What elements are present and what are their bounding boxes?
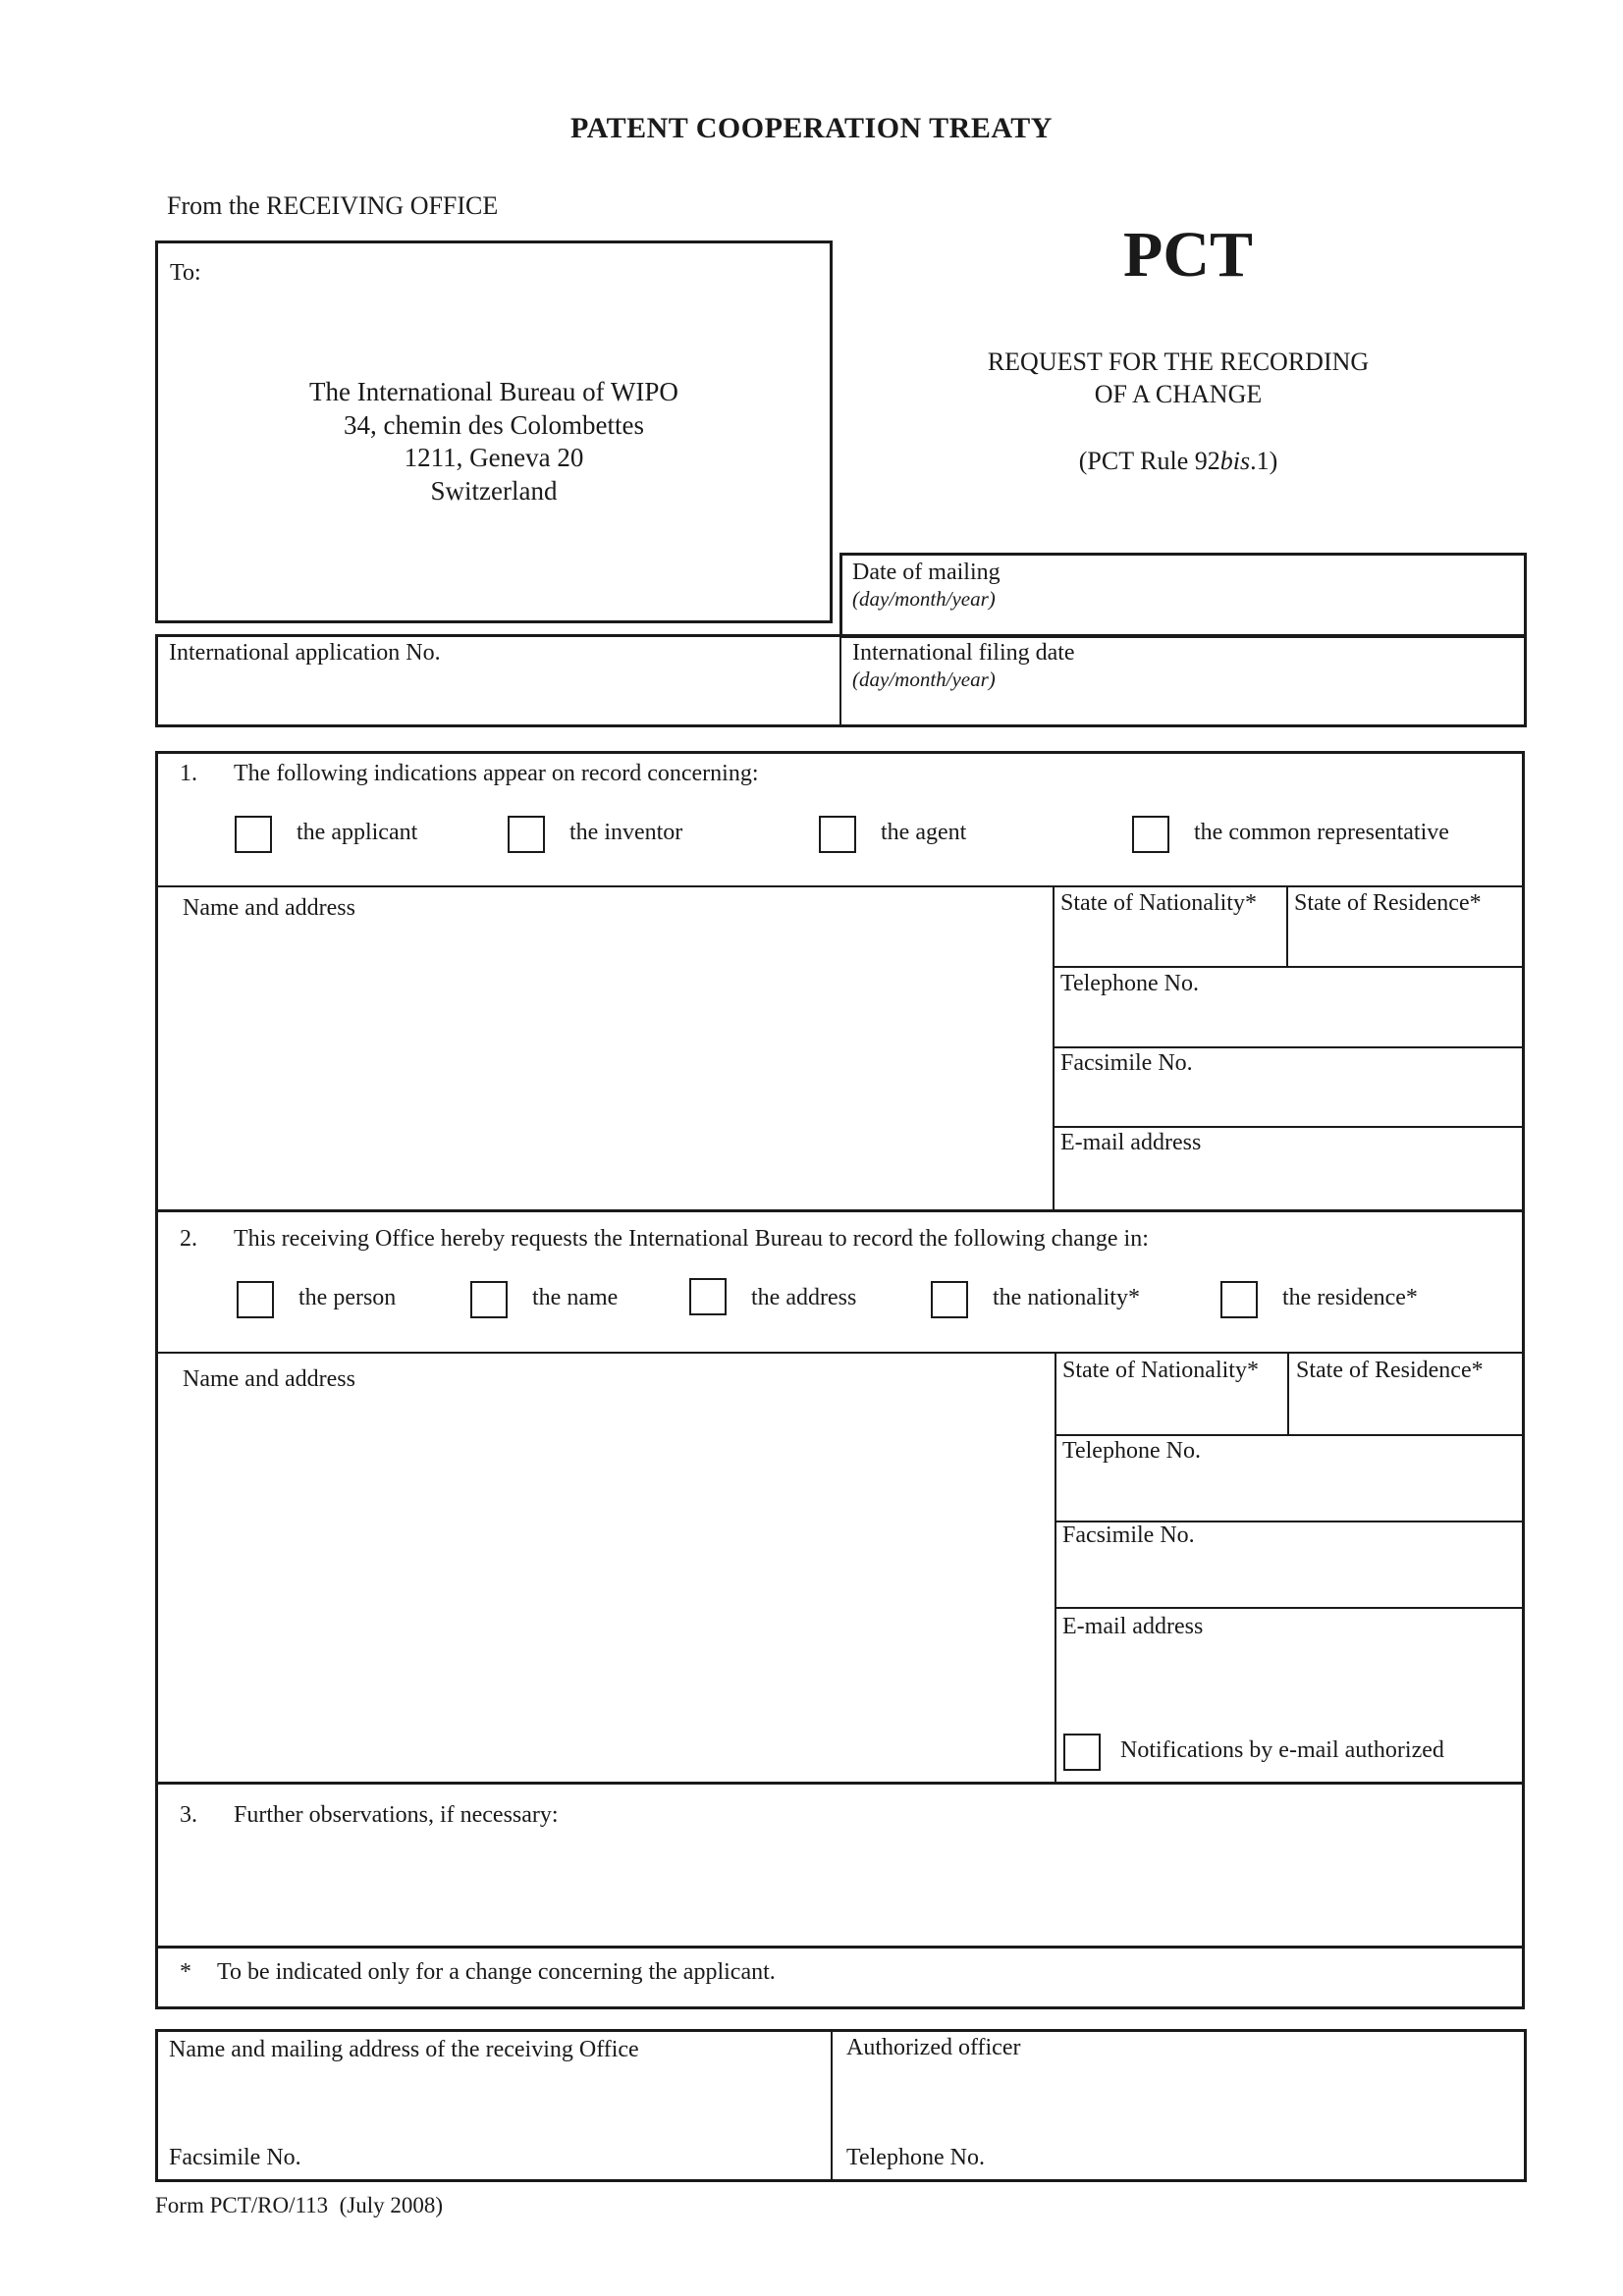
to-address-line-1: The International Bureau of WIPO: [309, 377, 678, 406]
section2-number: 2.: [180, 1226, 197, 1252]
label-nationality: the nationality*: [993, 1285, 1140, 1310]
checkbox-email-notifications[interactable]: [1063, 1734, 1101, 1771]
s1-telephone-label: Telephone No.: [1060, 971, 1199, 996]
checkbox-residence[interactable]: [1220, 1281, 1258, 1318]
s1-state-residence-label: State of Residence*: [1294, 890, 1482, 916]
s1-name-address-field[interactable]: [158, 888, 1050, 1207]
section2-heading: This receiving Office hereby requests the International Bureau to record the following change in:: [234, 1226, 1149, 1252]
to-address-line-4: Switzerland: [430, 476, 558, 506]
label-person: the person: [298, 1285, 397, 1310]
s2-state-nationality-label: State of Nationality*: [1062, 1358, 1259, 1383]
s1-state-nationality-label: State of Nationality*: [1060, 890, 1257, 916]
to-label: To:: [170, 260, 201, 286]
checkbox-applicant[interactable]: [235, 816, 272, 853]
s2-email-label: E-mail address: [1062, 1614, 1204, 1639]
checkbox-name[interactable]: [470, 1281, 508, 1318]
request-title-line1: REQUEST FOR THE RECORDING: [987, 347, 1370, 376]
label-inventor: the inventor: [569, 820, 683, 845]
checkbox-address[interactable]: [689, 1278, 727, 1315]
s2-telephone-label: Telephone No.: [1062, 1438, 1201, 1464]
date-mailing-hint: (day/month/year): [852, 587, 996, 611]
receiving-office-address-label: Name and mailing address of the receiving Office: [169, 2037, 639, 2062]
to-address-line-2: 34, chemin des Colombettes: [344, 410, 644, 440]
label-email-notifications: Notifications by e-mail authorized: [1120, 1737, 1444, 1763]
checkbox-inventor[interactable]: [508, 816, 545, 853]
intl-filing-date-hint: (day/month/year): [852, 667, 996, 691]
s2-name-address-field[interactable]: [158, 1355, 1052, 1780]
receiving-office-facsimile-label: Facsimile No.: [169, 2145, 301, 2170]
form-identifier: Form PCT/RO/113 (July 2008): [155, 2193, 444, 2217]
s1-facsimile-label: Facsimile No.: [1060, 1050, 1193, 1076]
label-common-representative: the common representative: [1194, 820, 1449, 845]
authorized-officer-label: Authorized officer: [846, 2035, 1021, 2060]
authorized-officer-telephone-label: Telephone No.: [846, 2145, 985, 2170]
pct-heading: PCT: [1123, 219, 1253, 291]
footnote-star: *: [180, 1959, 191, 1985]
s1-email-label: E-mail address: [1060, 1130, 1202, 1155]
intl-filing-date-label: International filing date: [852, 640, 1075, 666]
s2-name-address-label: Name and address: [183, 1366, 355, 1392]
s1-name-address-label: Name and address: [183, 895, 355, 921]
footnote-text: To be indicated only for a change concerning the applicant.: [217, 1959, 776, 1985]
section1-heading: The following indications appear on record concerning:: [234, 761, 759, 786]
label-agent: the agent: [881, 820, 967, 845]
treaty-title: PATENT COOPERATION TREATY: [570, 112, 1053, 144]
checkbox-nationality[interactable]: [931, 1281, 968, 1318]
label-residence: the residence*: [1282, 1285, 1418, 1310]
label-name: the name: [532, 1285, 619, 1310]
label-applicant: the applicant: [297, 820, 418, 845]
pct-rule: (PCT Rule 92bis.1): [1078, 447, 1278, 475]
to-address-line-3: 1211, Geneva 20: [404, 443, 584, 472]
date-mailing-label: Date of mailing: [852, 560, 1001, 585]
checkbox-common-representative[interactable]: [1132, 816, 1169, 853]
s2-state-residence-label: State of Residence*: [1296, 1358, 1484, 1383]
s2-facsimile-label: Facsimile No.: [1062, 1522, 1195, 1548]
label-address: the address: [751, 1285, 857, 1310]
request-title-line2: OF A CHANGE: [1094, 380, 1263, 408]
intl-app-no-label: International application No.: [169, 640, 441, 666]
from-office-label: From the RECEIVING OFFICE: [167, 191, 499, 220]
section1-number: 1.: [180, 761, 197, 786]
checkbox-person[interactable]: [237, 1281, 274, 1318]
section3-number: 3.: [180, 1802, 197, 1828]
checkbox-agent[interactable]: [819, 816, 856, 853]
section3-heading: Further observations, if necessary:: [234, 1802, 559, 1828]
